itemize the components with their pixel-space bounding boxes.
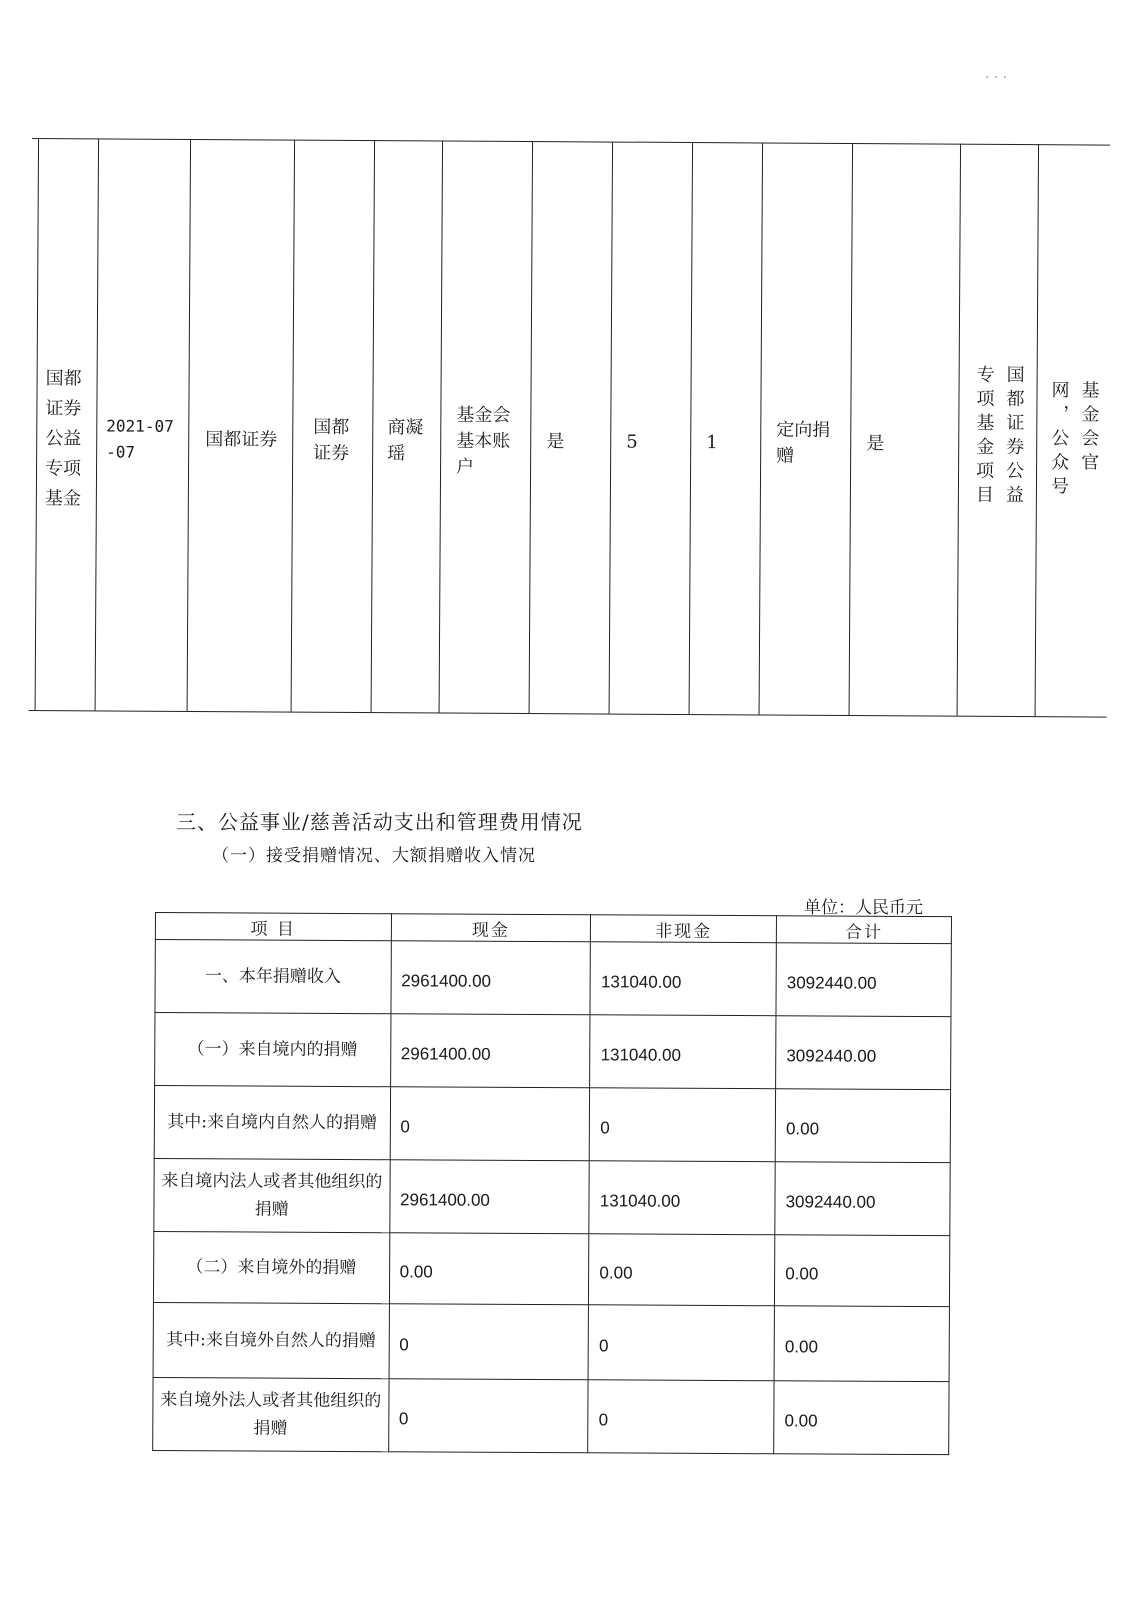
num1-text: 5 [626, 431, 638, 453]
cash-value: 0 [390, 1087, 590, 1161]
flag2-text: 是 [866, 433, 885, 455]
cash-value: 0 [389, 1304, 589, 1380]
cell-counterparty [292, 152, 374, 730]
non-cash-value: 0.00 [589, 1234, 775, 1306]
row-label: （二）来自境外的捐赠 [153, 1231, 389, 1303]
person-text: 商凝瑶 [387, 417, 424, 465]
header-item: 项 目 [155, 913, 391, 941]
total-value: 3092440.00 [775, 1162, 950, 1236]
total-value: 0.00 [775, 1089, 950, 1163]
donor-text: 国都证券 [205, 429, 278, 451]
counterparty-text: 国都证券 [313, 416, 350, 464]
non-cash-value: 131040.00 [589, 1161, 775, 1235]
row-label: 来自境外法人或者其他组织的捐赠 [153, 1377, 389, 1451]
cell-donation-type [760, 154, 852, 733]
section-subtitle: （一）接受捐赠情况、大额捐赠收入情况 [212, 846, 536, 866]
table-row [155, 1013, 951, 1090]
unit-label: 单位：人民币元 [804, 898, 923, 918]
table-top-border [32, 138, 1110, 146]
cell-account [440, 153, 532, 732]
total-value: 0.00 [774, 1306, 949, 1382]
row-label: 来自境内法人或者其他组织的捐赠 [154, 1158, 390, 1232]
flag1-text: 是 [546, 431, 565, 453]
total-value: 3092440.00 [776, 1016, 951, 1090]
cell-num2 [690, 154, 762, 732]
cash-value: 2961400.00 [389, 1160, 589, 1234]
cash-value: 0.00 [389, 1233, 589, 1305]
row-label: 其中:来自境内自然人的捐赠 [154, 1086, 390, 1160]
top-project-table [28, 150, 1110, 735]
row-label: 一、本年捐赠收入 [155, 940, 391, 1014]
date-text: 2021-07-07 [106, 416, 174, 462]
cell-flag1 [530, 153, 612, 731]
total-value: 3092440.00 [776, 943, 951, 1017]
cash-value: 0 [388, 1379, 588, 1453]
header-total: 合计 [776, 916, 951, 944]
non-cash-value: 0 [590, 1088, 776, 1162]
donation-type-text: 定向捐赠 [776, 419, 831, 467]
header-cash: 现金 [391, 914, 591, 942]
cell-flag2 [850, 155, 960, 734]
project-text: 国都证券公益专项基金项目 [972, 364, 1025, 510]
channel-text: 基金会官网，公众号 [1047, 380, 1100, 501]
row-label: 其中:来自境外自然人的捐赠 [153, 1302, 389, 1378]
total-value: 0.00 [775, 1235, 950, 1307]
cell-project [958, 156, 1038, 734]
num2-text: 1 [706, 432, 718, 454]
cell-date [96, 150, 190, 729]
scan-artifact: · · · [985, 70, 1008, 86]
fund-name-text: 国都证券公益专项基金 [44, 368, 82, 510]
row-label: （一）来自境内的捐赠 [155, 1013, 391, 1087]
total-value: 0.00 [774, 1381, 949, 1455]
non-cash-value: 0 [588, 1305, 774, 1381]
cash-value: 2961400.00 [391, 941, 591, 1015]
donation-table [152, 912, 952, 1455]
table-row [155, 940, 951, 1017]
cell-donor [188, 151, 294, 730]
table-row [153, 1302, 949, 1381]
table-row [154, 1158, 950, 1235]
table-row [153, 1231, 949, 1306]
cell-num1 [610, 154, 692, 732]
section-title: 三、公益事业/慈善活动支出和管理费用情况 [176, 810, 583, 834]
non-cash-value: 131040.00 [590, 942, 776, 1016]
header-non-cash: 非现金 [591, 915, 777, 943]
cell-channel [1036, 156, 1110, 734]
cash-value: 2961400.00 [390, 1014, 590, 1088]
table-row [153, 1377, 949, 1454]
non-cash-value: 131040.00 [590, 1015, 776, 1089]
non-cash-value: 0 [588, 1380, 774, 1454]
table-header-row [155, 913, 951, 944]
table-row [154, 1086, 950, 1163]
cell-person [372, 152, 442, 730]
cell-fund-name [36, 150, 98, 728]
account-text: 基金会基本账户 [456, 404, 511, 478]
